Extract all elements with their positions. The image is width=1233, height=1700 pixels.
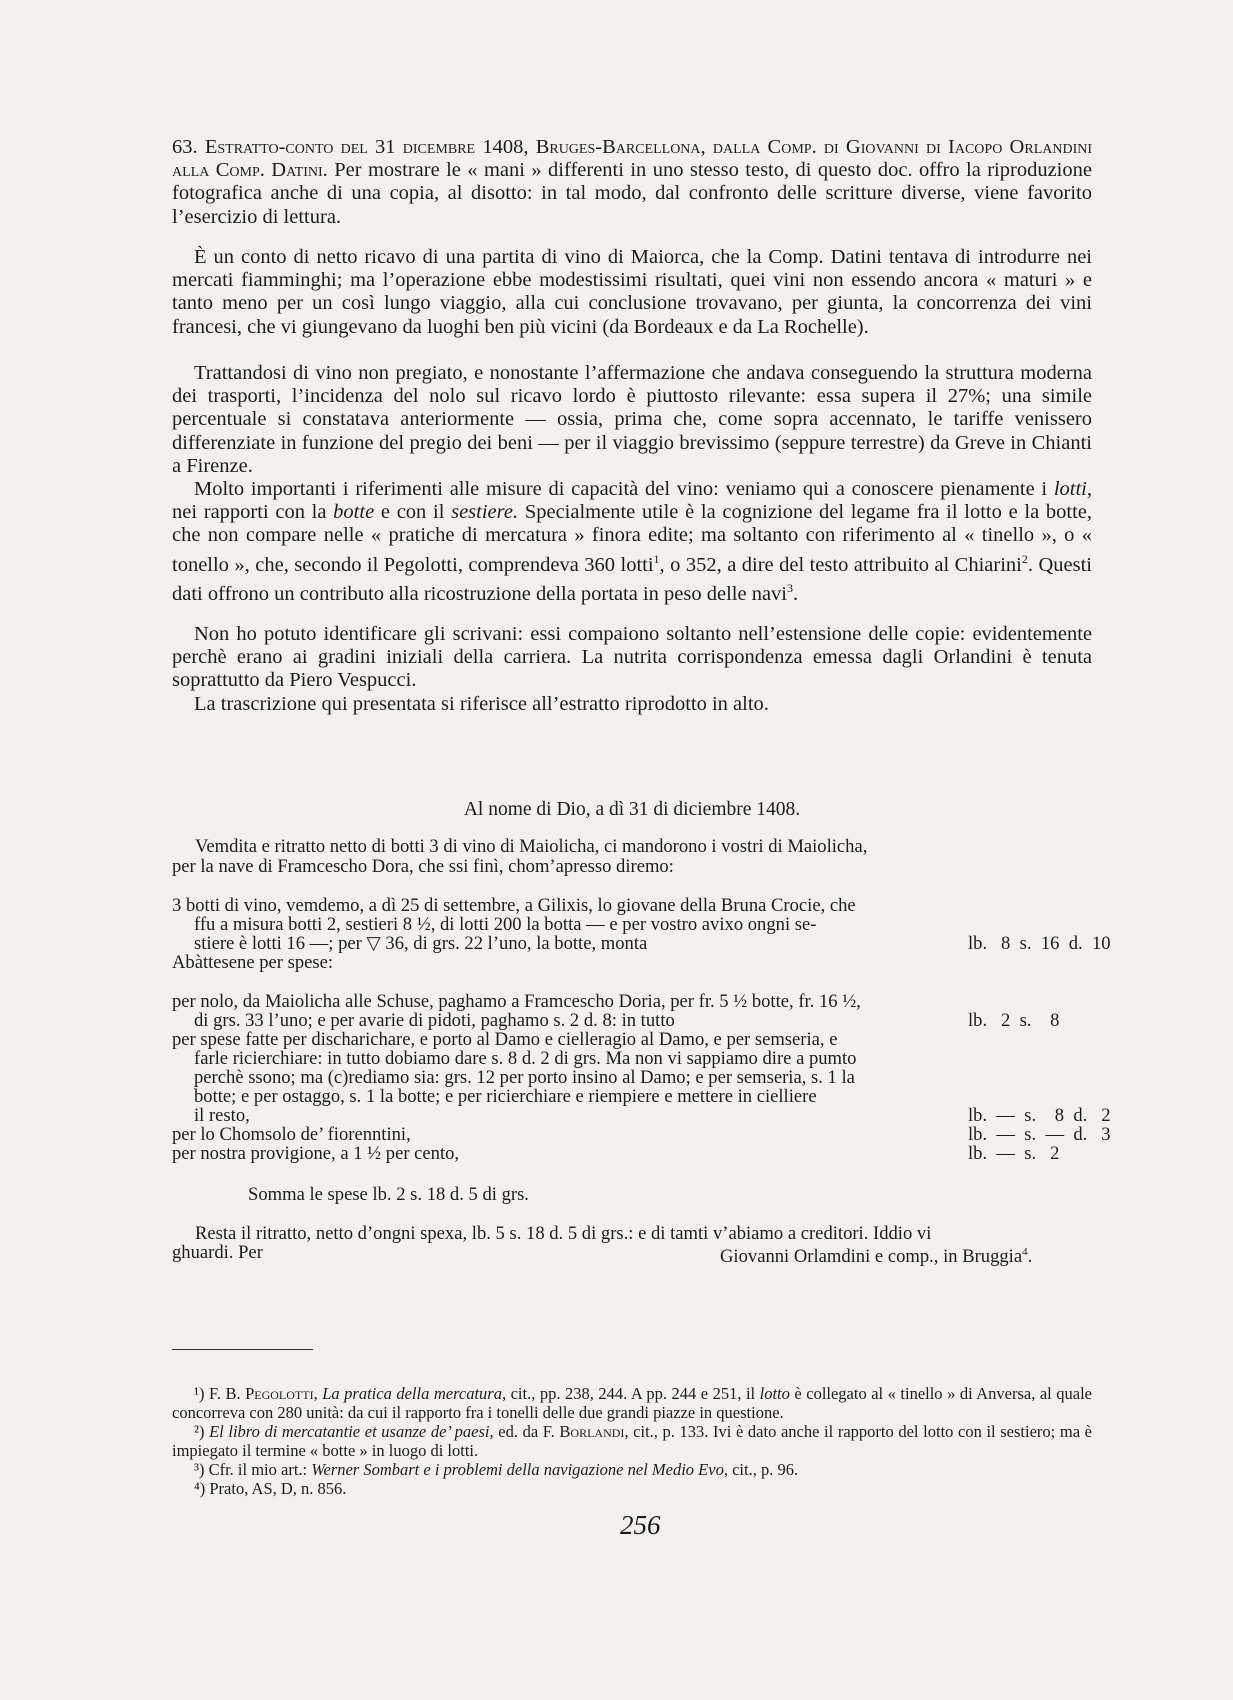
footnote-text: cit., p. 96. xyxy=(727,1460,799,1479)
footnote-title: La pratica della mercatura, xyxy=(322,1384,507,1403)
footnote-divider xyxy=(172,1349,313,1350)
transcription-intro-line: Vemdita e ritratto netto di botti 3 di vino di Maiolicha, ci mandorono i vostri di Maiolicha, xyxy=(195,836,868,857)
document-intro: Per mostrare le « mani » differenti in uno stesso testo, di questo doc. offro la riproduzione fotografica anche di una copia, al disotto: in tal modo, dal confronto delle scritture diverse, viene favorito l’esercizio di lettura. xyxy=(172,159,1092,228)
transcription-line: il resto, xyxy=(194,1105,250,1126)
footnote-text: cit., pp. 238, 244. A pp. 244 e 251, il xyxy=(506,1384,760,1403)
footnote-number: ³) xyxy=(194,1460,205,1479)
footnote-2 xyxy=(172,1423,1092,1460)
footnote-text: cit., p. 133. Ivi è dato anche il rapporto del lotto con il sestiero; ma è impiegato il termine « botte » in luogo di lotti. xyxy=(172,1422,1092,1460)
footnote-number: ¹) xyxy=(194,1384,205,1403)
footnote-4 xyxy=(172,1480,1092,1499)
paragraph-3-text: e con il xyxy=(374,501,452,524)
transcription-line: di grs. 33 l’uno; e per avarie di pidoti, paghamo s. 2 d. 8: in tutto xyxy=(194,1010,675,1031)
document-heading xyxy=(172,136,1092,229)
transcription-line: per lo Chomsolo de’ fiorenntini, xyxy=(172,1124,411,1145)
footnote-text: è collegato al « tinello » di Anversa, al quale concorreva con 280 unità: da cui il rapporto fra i tonelli delle due grandi piazze in questione. xyxy=(172,1384,1093,1422)
document-number: 63. xyxy=(172,136,198,158)
signature-text: Giovanni Orlamdini e comp., in Bruggia xyxy=(720,1246,1023,1268)
footnote-1 xyxy=(172,1385,1092,1422)
document-title-continued: Orlandini alla Comp. Datini. xyxy=(172,136,1093,182)
amount-item-1: lb. 8 s. 16 d. 10 xyxy=(968,933,1111,954)
amount-provigione: lb. — s. 2 xyxy=(968,1143,1060,1164)
paragraph-3-text: , o 352, a dire del testo attribuito al Chiarini xyxy=(659,553,1022,576)
transcription-total: Somma le spese lb. 2 s. 18 d. 5 di grs. xyxy=(248,1184,529,1205)
transcription-heading: Al nome di Dio, a dì 31 di diciembre 1408. xyxy=(463,799,801,820)
footnote-3 xyxy=(172,1461,1092,1480)
transcription-line: Resta il ritratto, netto d’ongni spexa, lb. 5 s. 18 d. 5 di grs.: e di tamti v’abiamo a creditori. Iddio vi xyxy=(195,1223,932,1244)
footnote-number: ⁴) xyxy=(194,1479,206,1498)
transcription-line: per nostra provigione, a 1 ½ per cento, xyxy=(172,1143,460,1164)
footnote-ref-4[interactable]: 4 xyxy=(1022,1246,1028,1258)
paragraph-1: È un conto di netto ricavo di una partita di vino di Maiorca, che la Comp. Datini tentava di introdurre nei mercati fiamminghi; ma l’operazione ebbe modestissimi risultati, quei vini non essendo ancora « maturi » e tanto meno per un così lungo viaggio, alla cui conclusione trovavano, per giunta, la concorrenza dei vini francesi, che vi giungevano da luoghi ben più vicini (da Bordeaux e da La Rochelle). xyxy=(172,246,1092,338)
footnote-text: Prato, AS, D, n. 856. xyxy=(209,1479,347,1498)
paragraph-3-text: Specialmente utile è la cognizione del legame fra il lotto e la botte, che non compare nelle « pratiche di mercatura » finora edite; ma soltanto con riferimento al « tinello », o « tonello », che, secondo il Pegolotti, comprendeva 360 lotti xyxy=(172,501,1092,576)
paragraph-5: La trascrizione qui presentata si riferisce all’estratto riprodotto in alto. xyxy=(194,693,769,715)
amount-nolo: lb. 2 s. 8 xyxy=(968,1010,1060,1031)
amount-spese: lb. — s. 8 d. 2 xyxy=(968,1105,1111,1126)
document-title: Estratto-conto del 31 dicembre 1408, Bruges-Barcellona, dalla Comp. di Giovanni di Iacopo xyxy=(204,136,1003,158)
term-sestiere: sestiere. xyxy=(451,501,519,524)
signature-text: . xyxy=(1027,1246,1033,1268)
paragraph-4: Non ho potuto identificare gli scrivani: essi compaiono soltanto nell’estensione delle copie: evidentemente perchè erano ai gradini iniziali della carriera. La nutrita corrispondenza emessa dagli Orlandini è tenuta soprattutto da Piero Vespucci. xyxy=(172,623,1092,692)
footnote-title: El libro di mercatantie et usanze de’ paesi, xyxy=(209,1422,494,1441)
paragraph-3-text: . xyxy=(793,582,799,605)
transcription-line: per spese fatte per discharichare, e porto al Damo e cielleragio al Damo, e per semseria, e xyxy=(172,1029,838,1050)
footnote-title: Werner Sombart e i problemi della navigazione nel Medio Evo, xyxy=(311,1460,728,1479)
transcription-line: perchè ssono; ma (c)rediamo sia: grs. 12 per porto insino al Damo; e per semseria, s. 1 la xyxy=(194,1067,855,1088)
transcription-line: per nolo, da Maiolicha alle Schuse, paghamo a Framcescho Doria, per fr. 5 ½ botte, fr. 16 ½, xyxy=(172,991,861,1012)
footnote-number: ²) xyxy=(194,1422,205,1441)
footnote-ref-3[interactable]: 3 xyxy=(787,580,793,595)
transcription-intro-line: per la nave di Framcescho Dora, che ssi finì, chom’apresso diremo: xyxy=(172,856,674,877)
transcription-line: Abàttesene per spese: xyxy=(172,952,334,973)
footnote-term: lotto xyxy=(759,1384,790,1403)
paragraph-3 xyxy=(172,478,1092,606)
paragraph-3-text: , nei rapporti con la xyxy=(172,478,1092,524)
footnote-text: ed. da xyxy=(493,1422,543,1441)
transcription-line: ffu a misura botti 2, sestieri 8 ½, di lotti 200 la botta — e per vostro avixo ongni se- xyxy=(194,914,817,935)
transcription-signature xyxy=(720,1243,1100,1267)
footnote-author: F. Borlandi, xyxy=(542,1422,629,1441)
footnote-text: Cfr. il mio art.: xyxy=(208,1460,312,1479)
page-number: 256 xyxy=(620,1510,661,1540)
footnote-ref-1[interactable]: 1 xyxy=(653,551,660,566)
term-lotti: lotti xyxy=(1053,478,1087,500)
footnote-ref-2[interactable]: 2 xyxy=(1021,551,1028,566)
paragraph-2: Trattandosi di vino non pregiato, e nonostante l’affermazione che andava conseguendo la struttura moderna dei trasporti, l’incidenza del nolo sul ricavo lordo è piuttosto rilevante: essa supera il 27%; una simile percentuale si constatava anteriormente — ossia, prima che, come sopra accennato, le tariffe venissero differenziate in funzione del pregio dei beni — per il viaggio brevissimo (seppure terrestre) da Greve in Chianti a Firenze. xyxy=(172,362,1092,477)
footnote-author: F. B. Pegolotti, xyxy=(208,1384,318,1403)
transcription-line: farle ricierchiare: in tutto dobiamo dare s. 8 d. 2 di grs. Ma non vi sappiamo dire a pumto xyxy=(194,1048,857,1069)
paragraph-3-text: . Questi dati offrono un contributo alla ricostruzione della portata in peso delle navi xyxy=(172,553,1092,605)
paragraph-3-text: Molto importanti i riferimenti alle misure di capacità del vino: veniamo qui a conoscere pienamente i xyxy=(194,478,1054,500)
transcription-line: stiere è lotti 16 —; per ▽ 36, di grs. 22 l’uno, la botte, monta xyxy=(194,933,648,954)
amount-chomsolo: lb. — s. — d. 3 xyxy=(968,1124,1111,1145)
term-botte: botte xyxy=(333,501,375,524)
transcription-line: botte; e per ostaggo, s. 1 la botte; e per ricierchiare e riempiere e mettere in cielliere xyxy=(194,1086,817,1107)
transcription-line: 3 botti di vino, vemdemo, a dì 25 di settembre, a Gilixis, lo giovane della Bruna Crocie, che xyxy=(172,895,856,916)
transcription-line: ghuardi. Per xyxy=(172,1242,263,1263)
